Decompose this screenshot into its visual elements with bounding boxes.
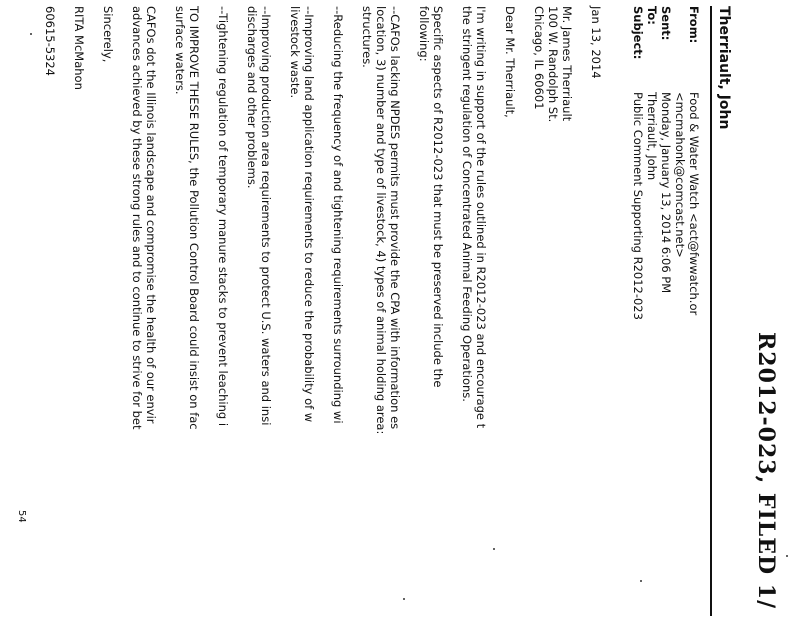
sent-value: Monday, January 13, 2014 6:06 PM bbox=[659, 92, 673, 294]
scan-speck bbox=[786, 555, 788, 557]
page-number: 54 bbox=[16, 510, 27, 523]
list-item-frequency: --Reducing the frequency of and tightening requirements surrounding wi bbox=[331, 6, 345, 424]
list-item-production-area: --Improving production area requirements to protect U.S. waters and insi bbox=[259, 6, 273, 426]
to-label: To: bbox=[645, 6, 659, 25]
cafos-paragraph-line: advances achieved by these strong rules and to continue to strive for bet bbox=[130, 6, 144, 430]
from-value-email: <mcmahonk@comcast.net> bbox=[673, 92, 687, 258]
header-rule bbox=[711, 6, 713, 616]
address-line: Mr. James Therriault bbox=[560, 6, 574, 122]
sent-label: Sent: bbox=[659, 6, 673, 41]
scan-speck bbox=[30, 33, 32, 35]
from-label: From: bbox=[687, 6, 701, 44]
salutation: Dear Mr. Therriault, bbox=[503, 6, 517, 118]
closing: Sincerely, bbox=[101, 6, 115, 63]
signature: RITA McMahon bbox=[72, 6, 86, 90]
phone: 60615-5324 bbox=[43, 6, 57, 76]
list-item-production-area: discharges and other problems. bbox=[245, 6, 259, 189]
improve-paragraph-line: TO IMPROVE THESE RULES, the Pollution Control Board could insist on fac bbox=[187, 6, 201, 430]
list-item-land-application: livestock waste. bbox=[288, 6, 302, 99]
to-value: Therriault, John bbox=[645, 92, 659, 181]
subject-value: Public Comment Supporting R2012-023 bbox=[631, 92, 645, 320]
sender-name: Therriault, John bbox=[716, 6, 732, 130]
filing-stamp-header: R2012-023, FILED 1/ bbox=[753, 332, 779, 610]
list-item-land-application: --Improving land application requirements to reduce the probability of w bbox=[302, 6, 316, 423]
specific-aspects-line: Specific aspects of R2012-023 that must be preserved include the bbox=[431, 6, 445, 388]
list-item-npdes: --CAFOs lacking NPDES permits must provide the CPA with information es bbox=[388, 6, 402, 430]
address-line: Chicago, IL 60601 bbox=[532, 6, 546, 110]
list-item-npdes: structures. bbox=[360, 6, 374, 68]
from-value: Food & Water Watch <act@fwwatch.or bbox=[687, 92, 701, 316]
scan-speck bbox=[403, 598, 405, 600]
cafos-paragraph-line: CAFOs dot the Illinois landscape and compromise the health of our envir bbox=[144, 6, 158, 424]
intro-paragraph-line: I'm writing in support of the rules outlined in R2012-023 and encourage t bbox=[474, 6, 488, 429]
scan-speck bbox=[493, 548, 495, 550]
subject-label: Subject: bbox=[631, 6, 645, 60]
address-line: 100 W. Randolph St. bbox=[546, 6, 560, 123]
list-item-npdes: location, 3) number and type of livestock, 4) types of animal holding area: bbox=[374, 6, 388, 435]
letter-date: Jan 13, 2014 bbox=[589, 6, 603, 79]
list-item-manure-stacks: --Tightening regulation of temporary manure stacks to prevent leaching i bbox=[216, 6, 230, 427]
scan-speck bbox=[640, 580, 642, 582]
specific-aspects-line: following: bbox=[417, 6, 431, 62]
improve-paragraph-line: surface waters. bbox=[173, 6, 187, 95]
intro-paragraph-line: the stringent regulation of Concentrated Animal Feeding Operations. bbox=[460, 6, 474, 402]
